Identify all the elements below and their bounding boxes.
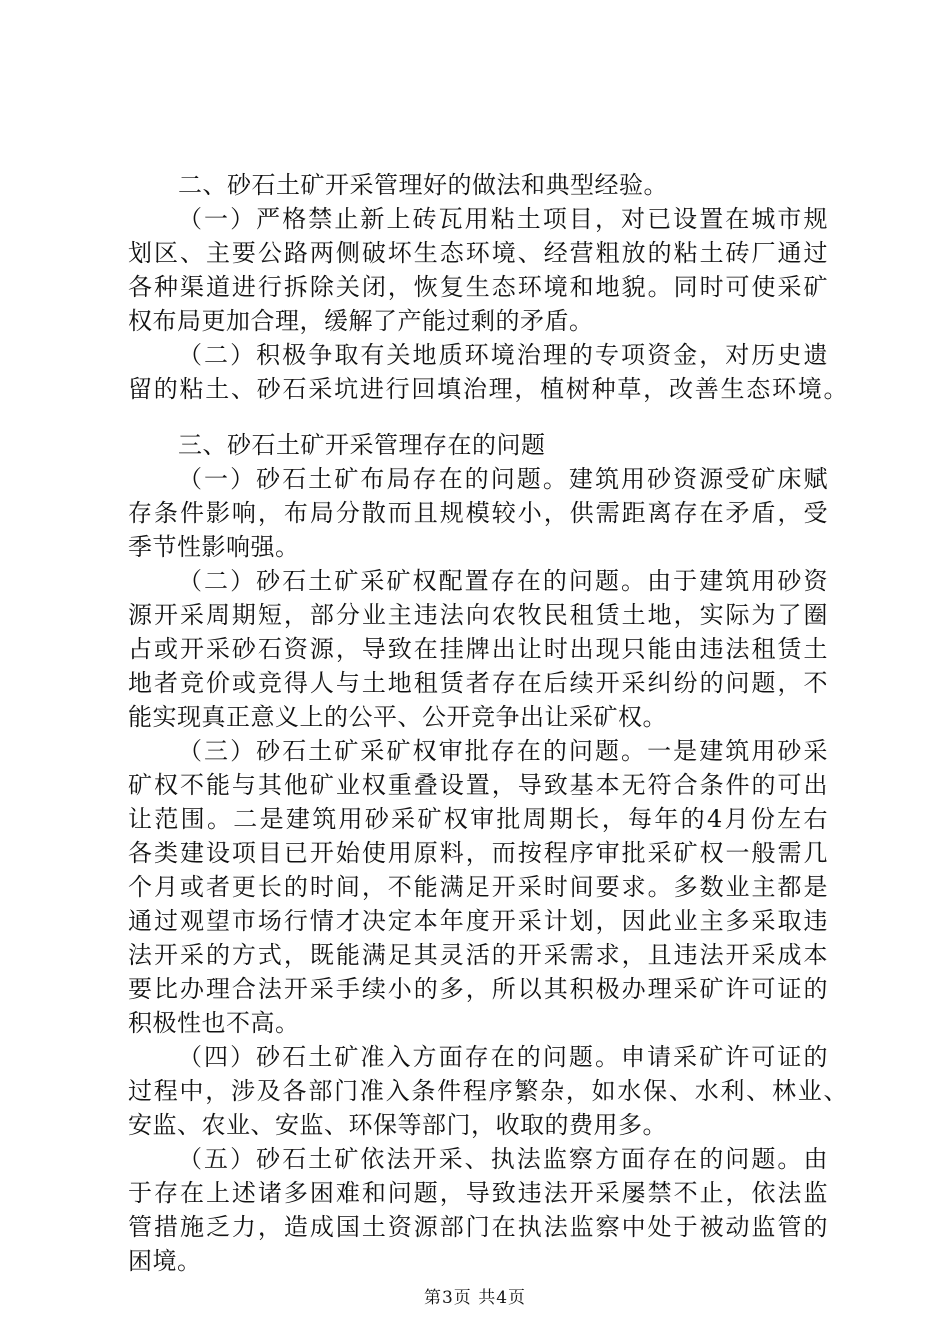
paragraph-line: 安监、农业、安监、环保等部门，收取的费用多。 — [128, 1111, 667, 1139]
section-heading: 三、砂石土矿开采管理存在的问题 — [178, 431, 546, 459]
paragraph-line: （五）砂石土矿依法开采、执法监察方面存在的问题。由 — [178, 1145, 828, 1173]
paragraph-line: 过程中，涉及各部门准入条件程序繁杂，如水保、水利、林业、 — [128, 1077, 848, 1105]
paragraph-line: 源开采周期短，部分业主违法向农牧民租赁土地，实际为了圈 — [128, 601, 828, 629]
paragraph-line: 各种渠道进行拆除关闭，恢复生态环境和地貌。同时可使采矿 — [128, 273, 828, 301]
paragraph-line: （四）砂石土矿准入方面存在的问题。申请采矿许可证的 — [178, 1043, 828, 1071]
paragraph-line: 通过观望市场行情才决定本年度开采计划，因此业主多采取违 — [128, 907, 828, 935]
paragraph-line: 各类建设项目已开始使用原料，而按程序审批采矿权一般需几 — [128, 839, 828, 867]
paragraph-line: 地者竞价或竞得人与土地租赁者存在后续开采纠纷的问题，不 — [128, 669, 828, 697]
paragraph-line: 要比办理合法开采手续小的多，所以其积极办理采矿许可证的 — [128, 975, 828, 1003]
paragraph-line: 占或开采砂石资源，导致在挂牌出让时出现只能由违法租赁土 — [128, 635, 828, 663]
paragraph-line: （二）积极争取有关地质环境治理的专项资金，对历史遗 — [178, 341, 828, 369]
page-number: 第3页 共4页 — [423, 1288, 527, 1308]
paragraph-line: （二）砂石土矿采矿权配置存在的问题。由于建筑用砂资 — [178, 567, 828, 595]
paragraph-line: 能实现真正意义上的公平、公开竞争出让采矿权。 — [128, 703, 667, 731]
paragraph-line: （一）砂石土矿布局存在的问题。建筑用砂资源受矿床赋 — [178, 465, 828, 493]
paragraph-line: 季节性影响强。 — [128, 533, 300, 561]
paragraph-line: 留的粘土、砂石采坑进行回填治理，植树种草，改善生态环境。 — [128, 375, 848, 403]
paragraph-line: 困境。 — [128, 1247, 202, 1275]
paragraph-line: 个月或者更长的时间，不能满足开采时间要求。多数业主都是 — [128, 873, 828, 901]
paragraph-line: 矿权不能与其他矿业权重叠设置，导致基本无符合条件的可出 — [128, 771, 828, 799]
paragraph-line: 权布局更加合理，缓解了产能过剩的矛盾。 — [128, 307, 594, 335]
paragraph-line: 积极性也不高。 — [128, 1009, 300, 1037]
paragraph-line: 划区、主要公路两侧破坏生态环境、经营粗放的粘土砖厂通过 — [128, 239, 828, 267]
section-heading: 二、砂石土矿开采管理好的做法和典型经验。 — [178, 171, 668, 199]
paragraph-line: 存条件影响，布局分散而且规模较小，供需距离存在矛盾，受 — [128, 499, 828, 527]
paragraph-line: （三）砂石土矿采矿权审批存在的问题。一是建筑用砂采 — [178, 737, 828, 765]
paragraph-line: （一）严格禁止新上砖瓦用粘土项目，对已设置在城市规 — [178, 205, 828, 233]
paragraph-line: 让范围。二是建筑用砂采矿权审批周期长，每年的4月份左右 — [128, 805, 828, 833]
paragraph-line: 法开采的方式，既能满足其灵活的开采需求，且违法开采成本 — [128, 941, 828, 969]
paragraph-line: 于存在上述诸多困难和问题，导致违法开采屡禁不止，依法监 — [128, 1179, 828, 1207]
paragraph-line: 管措施乏力，造成国土资源部门在执法监察中处于被动监管的 — [128, 1213, 828, 1241]
